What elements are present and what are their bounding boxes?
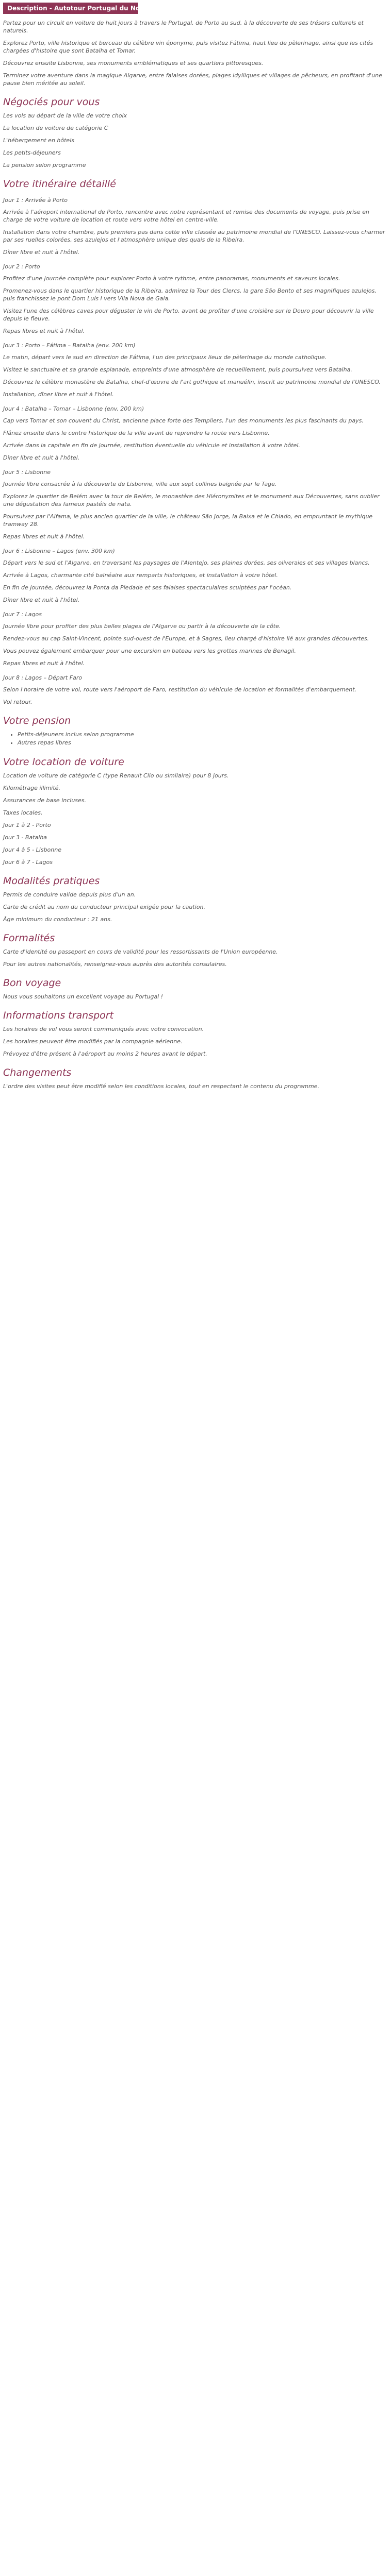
day-paragraph: Cap vers Tomar et son couvent du Christ, ancienne place forte des Templiers, l'un des monuments les plus fascinants du pays. <box>3 417 364 424</box>
intro-paragraph: Terminez votre aventure dans la magique Algarve, entre falaises dorées, plages idylliques et villages de pêcheurs, en profitant d'une pause bien méritée au soleil. <box>3 72 382 87</box>
day-paragraph: Dîner libre et nuit à l'hôtel. <box>3 597 80 603</box>
day-paragraph: Vous pouvez également embarquer pour une excursion en bateau vers les grottes marines de Benagil. <box>3 648 296 654</box>
day-paragraph: Dîner libre et nuit à l'hôtel. <box>3 454 80 461</box>
page-title: Description - Autotour Portugal du Nord au Sud <box>3 3 138 14</box>
section-title-formalities: Formalités <box>3 933 55 944</box>
pension-item: • Autres repas libres <box>18 739 388 747</box>
included-item: Les petits-déjeuners <box>3 149 61 156</box>
day-paragraph: Promenez-vous dans le quartier historique de la Ribeira, admirez la Tour des Clercs, la gare São Bento et ses magnifiques azulejos, puis franchissez le pont Dom Luís I vers Vila Nova de Gaia. <box>3 287 377 302</box>
day-paragraph: Journée libre pour profiter des plus belles plages de l'Algarve ou partir à la découverte de la côte. <box>3 623 281 630</box>
transport-info-item: Les horaires de vol vous seront communiqués avec votre convocation. <box>3 1026 204 1032</box>
day-paragraph: Repas libres et nuit à l'hôtel. <box>3 328 85 334</box>
car-rental-list <box>3 772 388 817</box>
included-item: La location de voiture de catégorie C <box>3 125 108 131</box>
section-title-bon-voyage: Bon voyage <box>3 977 61 989</box>
formality-item: Pour les autres nationalités, renseignez-vous auprès des autorités consulaires. <box>3 961 227 968</box>
included-list <box>3 112 388 169</box>
intro-paragraph: Explorez Porto, ville historique et berceau du célèbre vin éponyme, puis visitez Fátima, haut lieu de pèlerinage, ainsi que les cités chargées d'histoire que sont Batalha et Tomar. <box>3 40 373 54</box>
section-title-included: Négociés pour vous <box>3 96 100 108</box>
day-paragraph: Poursuivez par l'Alfama, le plus ancien quartier de la ville, le château São Jorge, la Baixa et le Chiado, en empruntant le mythique tramway 28. <box>3 513 373 528</box>
accommodation-item: Jour 6 à 7 - Lagos <box>3 859 53 866</box>
intro-paragraph: Partez pour un circuit en voiture de huit jours à travers le Portugal, de Porto au sud, à la découverte de ses trésors culturels et naturels. <box>3 20 364 34</box>
intro-paragraph: Découvrez ensuite Lisbonne, ses monuments emblématiques et ses quartiers pittoresques. <box>3 60 264 66</box>
day-heading: Jour 3 : Porto – Fátima – Batalha (env. 200 km) <box>3 342 136 349</box>
day-paragraph: Arrivée à Lagos, charmante cité balnéaire aux remparts historiques, et installation à votre hôtel. <box>3 572 278 579</box>
section-title-transport-info: Informations transport <box>3 1010 114 1021</box>
modalities-list <box>3 891 388 923</box>
day-paragraph: Arrivée à l'aéroport international de Porto, rencontre avec notre représentant et remise des documents de voyage, puis prise en charge de votre voiture de location et route vers votre hôtel en centre-ville. <box>3 209 369 223</box>
accommodation-item: Jour 1 à 2 - Porto <box>3 822 51 828</box>
transport-info-list <box>3 1025 388 1058</box>
day-paragraph: Départ vers le sud et l'Algarve, en traversant les paysages de l'Alentejo, ses plaines dorées, ses oliveraies et ses villages blancs. <box>3 560 370 566</box>
day-paragraph: Flânez ensuite dans le centre historique de la ville avant de reprendre la route vers Lisbonne. <box>3 430 270 436</box>
car-rental-item: Taxes locales. <box>3 809 43 816</box>
day-paragraph: Installation dans votre chambre, puis premiers pas dans cette ville classée au patrimoine mondial de l'UNESCO. Laissez-vous charmer par ses ruelles colorées, ses azulejos et l'atmosphère unique des quais de la Ribeira. <box>3 229 385 243</box>
transport-info-item: Les horaires peuvent être modifiés par la compagnie aérienne. <box>3 1038 183 1045</box>
day-heading: Jour 5 : Lisbonne <box>3 469 51 476</box>
changes-list <box>3 1082 388 1090</box>
accommodation-item: Jour 3 - Batalha <box>3 834 47 841</box>
section-title-pension: Votre pension <box>3 715 71 726</box>
car-rental-item: Location de voiture de catégorie C (type Renault Clio ou similaire) pour 8 jours. <box>3 772 229 779</box>
intro <box>3 19 388 87</box>
formalities-list <box>3 948 388 968</box>
section-title-itinerary: Votre itinéraire détaillé <box>3 178 116 190</box>
modality-item: Permis de conduire valide depuis plus d'un an. <box>3 891 136 898</box>
change-item: L'ordre des visites peut être modifié selon les conditions locales, tout en respectant le contenu du programme. <box>3 1083 320 1090</box>
accommodation-list <box>3 821 388 866</box>
day-paragraph: Dîner libre et nuit à l'hôtel. <box>3 249 80 256</box>
modality-item: Carte de crédit au nom du conducteur principal exigée pour la caution. <box>3 904 205 910</box>
day-paragraph: Repas libres et nuit à l'hôtel. <box>3 533 85 540</box>
formality-item: Carte d'identité ou passeport en cours de validité pour les ressortissants de l'Union européenne. <box>3 948 278 955</box>
modality-item: Âge minimum du conducteur : 21 ans. <box>3 916 112 923</box>
page <box>0 3 391 2576</box>
day-paragraph: Visitez l'une des célèbres caves pour déguster le vin de Porto, avant de profiter d'une croisière sur le Douro pour découvrir la ville depuis le fleuve. <box>3 308 374 322</box>
day-paragraph: Visitez le sanctuaire et sa grande esplanade, empreints d'une atmosphère de recueillement, puis poursuivez vers Batalha. <box>3 366 352 373</box>
included-item: La pension selon programme <box>3 162 86 168</box>
day-heading: Jour 6 : Lisbonne – Lagos (env. 300 km) <box>3 548 115 554</box>
day-heading: Jour 8 : Lagos – Départ Faro <box>3 674 83 681</box>
day-paragraph: Installation, dîner libre et nuit à l'hôtel. <box>3 391 114 398</box>
day-paragraph: Arrivée dans la capitale en fin de journée, restitution éventuelle du véhicule et installation à votre hôtel. <box>3 442 300 449</box>
day-heading: Jour 1 : Arrivée à Porto <box>3 197 68 204</box>
bon-voyage-text <box>3 993 388 1001</box>
included-item: L'hébergement en hôtels <box>3 137 74 144</box>
day-paragraph: Repas libres et nuit à l'hôtel. <box>3 660 85 667</box>
car-rental-item: Assurances de base incluses. <box>3 797 87 804</box>
section-title-changes: Changements <box>3 1067 72 1078</box>
section-title-car-rental: Votre location de voiture <box>3 756 124 768</box>
day-paragraph: Rendez-vous au cap Saint-Vincent, pointe sud-ouest de l'Europe, et à Sagres, lieu chargé d'histoire lié aux grandes découvertes. <box>3 635 369 642</box>
pension-item: • Petits-déjeuners inclus selon programme <box>18 731 388 739</box>
pension-list <box>3 731 388 747</box>
bon-voyage-paragraph: Nous vous souhaitons un excellent voyage au Portugal ! <box>3 993 164 1000</box>
transport-info-item: Prévoyez d'être présent à l'aéroport au moins 2 heures avant le départ. <box>3 1050 207 1057</box>
itinerary <box>3 197 388 706</box>
car-rental-item: Kilométrage illimité. <box>3 785 60 791</box>
day-paragraph: Vol retour. <box>3 699 32 705</box>
day-paragraph: Profitez d'une journée complète pour explorer Porto à votre rythme, entre panoramas, monuments et saveurs locales. <box>3 275 340 282</box>
accommodation-item: Jour 4 à 5 - Lisbonne <box>3 846 61 853</box>
day-paragraph: Journée libre consacrée à la découverte de Lisbonne, ville aux sept collines baignée par le Tage. <box>3 481 277 487</box>
day-paragraph: En fin de journée, découvrez la Ponta da Piedade et ses falaises spectaculaires sculptées par l'océan. <box>3 584 292 591</box>
included-item: Les vols au départ de la ville de votre choix <box>3 112 127 119</box>
day-heading: Jour 7 : Lagos <box>3 611 42 618</box>
day-heading: Jour 4 : Batalha – Tomar – Lisbonne (env. 200 km) <box>3 405 144 412</box>
day-paragraph: Le matin, départ vers le sud en direction de Fátima, l'un des principaux lieux de pèlerinage du monde catholique. <box>3 354 327 361</box>
day-paragraph: Selon l'horaire de votre vol, route vers l'aéroport de Faro, restitution du véhicule de location et formalités d'embarquement. <box>3 686 357 693</box>
day-paragraph: Explorez le quartier de Belém avec la tour de Belém, le monastère des Hiéronymites et le monument aux Découvertes, sans oublier une dégustation des fameux pastéis de nata. <box>3 493 380 507</box>
day-heading: Jour 2 : Porto <box>3 263 40 270</box>
day-paragraph: Découvrez le célèbre monastère de Batalha, chef-d'œuvre de l'art gothique et manuélin, inscrit au patrimoine mondial de l'UNESCO. <box>3 379 381 385</box>
section-title-modalities: Modalités pratiques <box>3 875 100 887</box>
